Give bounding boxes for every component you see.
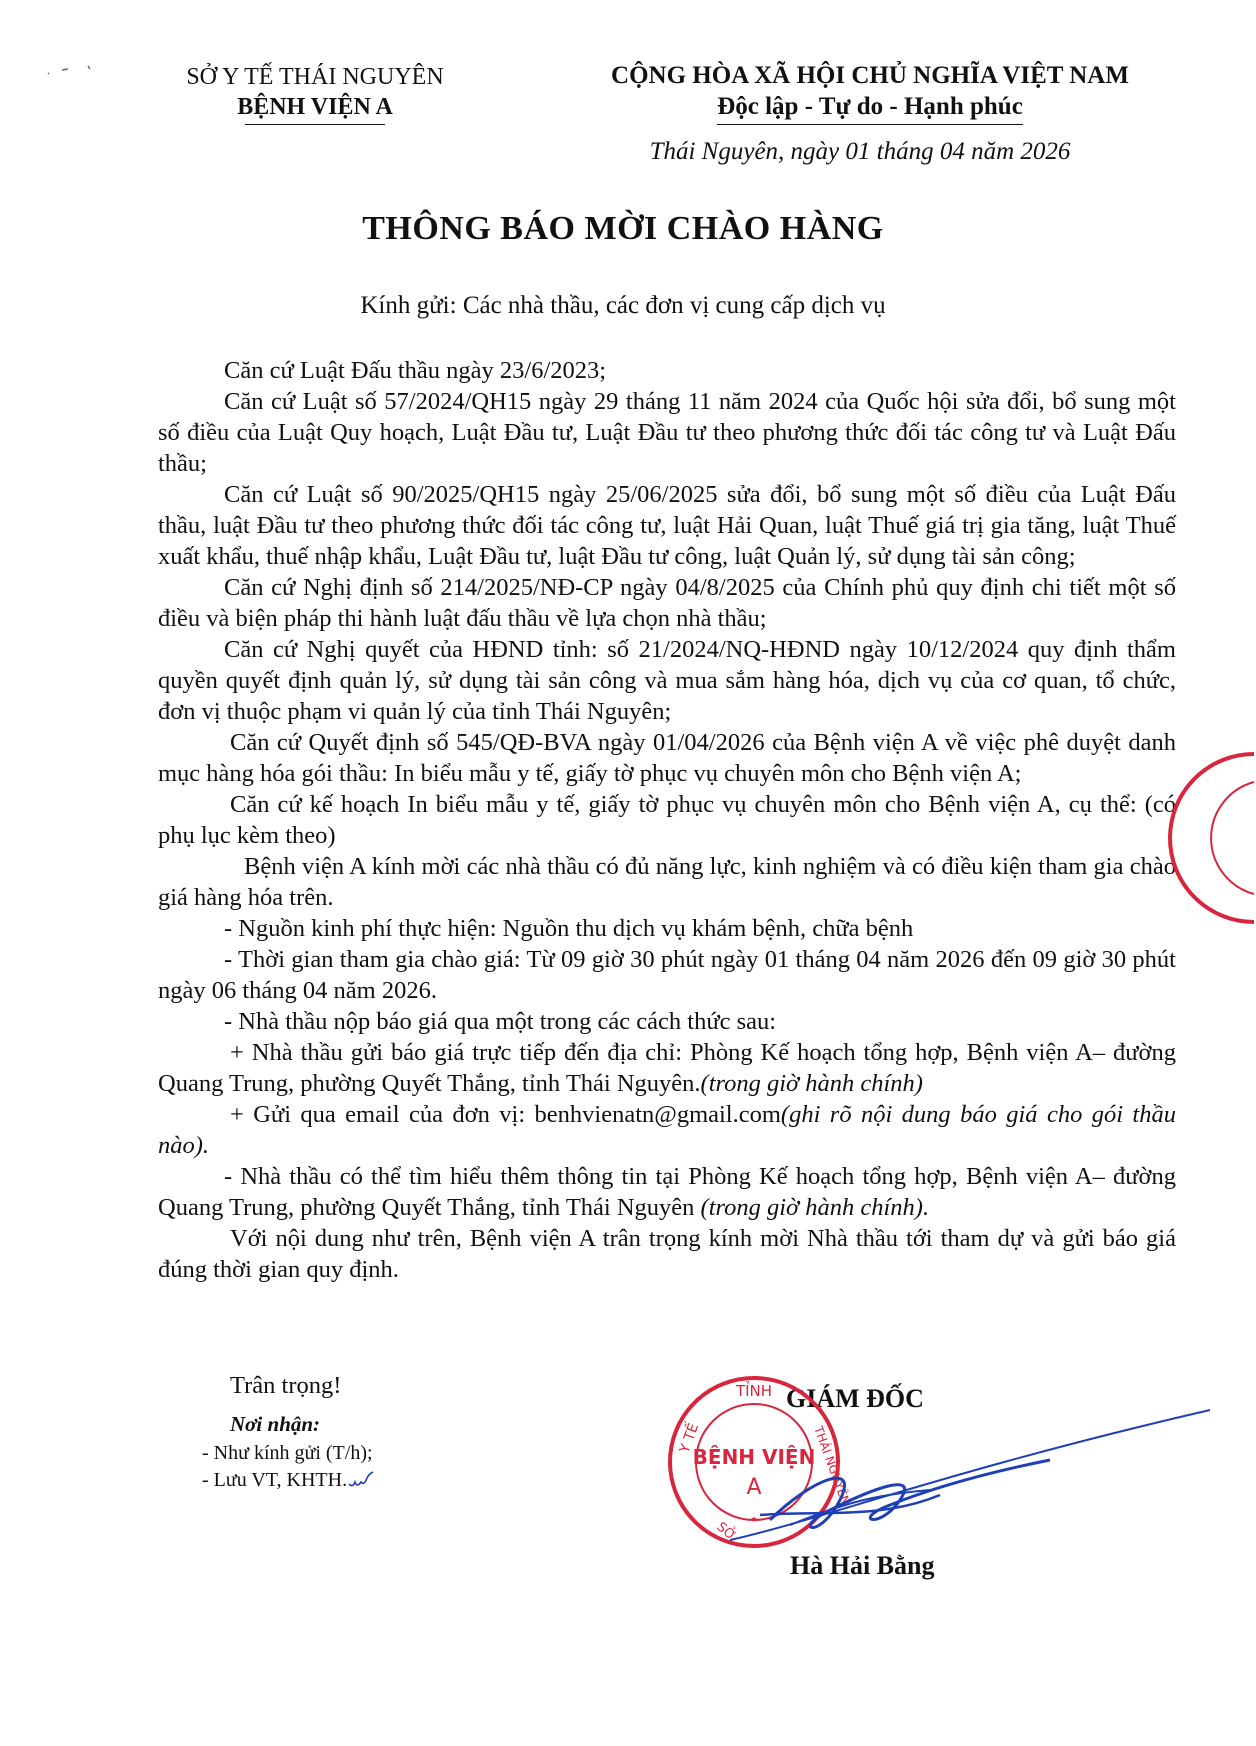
submission-direct-note: (trong giờ hành chính) bbox=[700, 1070, 923, 1097]
issuer-underline bbox=[245, 124, 385, 125]
seal-bottom-text: SỞ bbox=[713, 1519, 739, 1545]
legal-basis-2: Căn cứ Luật số 57/2024/QH15 ngày 29 tháng 11 năm 2024 của Quốc hội sửa đổi, bổ sung một số điều của Luật Quy hoạch, Luật Đầu tư, Luật Đầu tư theo phương thức đối tác công tư và Luật Đấu thầu; bbox=[158, 388, 1176, 477]
submission-direct bbox=[158, 1037, 1176, 1099]
national-motto: Độc lập - Tự do - Hạnh phúc bbox=[717, 92, 1023, 125]
submission-email-note: (ghi rõ nội dung báo giá cho gói thầu nào). bbox=[158, 1101, 1176, 1159]
submission-email-text: + Gửi qua email của đơn vị: benhvienatn@gmail.com bbox=[230, 1101, 781, 1128]
submission-direct-text: + Nhà thầu gửi báo giá trực tiếp đến địa chỉ: Phòng Kế hoạch tổng hợp, Bệnh viện A– đường Quang Trung, phường Quyết Thắng, tỉnh Thái Nguyên. bbox=[158, 1039, 1176, 1097]
recipient-item: - Lưu VT, KHTH. bbox=[202, 1467, 377, 1494]
recipients-list bbox=[202, 1440, 377, 1494]
document-title: THÔNG BÁO MỜI CHÀO HÀNG bbox=[362, 210, 884, 247]
nation-name: CỘNG HÒA XÃ HỘI CHỦ NGHĨA VIỆT NAM bbox=[611, 62, 1129, 89]
conclusion-paragraph: Với nội dung như trên, Bệnh viện A trân trọng kính mời Nhà thầu tới tham dự và gửi báo giá đúng thời gian quy định. bbox=[158, 1225, 1176, 1283]
seal-left-text: Y TẾ bbox=[676, 1421, 703, 1456]
seal-center-sub: A bbox=[746, 1475, 762, 1500]
more-info-text: - Nhà thầu có thể tìm hiểu thêm thông tin tại Phòng Kế hoạch tổng hợp, Bệnh viện A– đường Quang Trung, phường Quyết Thắng, tỉnh Thái Nguyên bbox=[158, 1163, 1176, 1221]
more-info bbox=[158, 1161, 1176, 1223]
addressee-line: Kính gửi: Các nhà thầu, các đơn vị cung cấp dịch vụ bbox=[360, 292, 886, 319]
legal-basis-6: Căn cứ Quyết định số 545/QĐ-BVA ngày 01/04/2026 của Bệnh viện A về việc phê duyệt danh mục hàng hóa gói thầu: In biểu mẫu y tế, giấy tờ phục vụ chuyên môn cho Bệnh viện A; bbox=[158, 729, 1176, 787]
signatory-title: GIÁM ĐỐC bbox=[786, 1384, 924, 1413]
signatory-name: Hà Hải Bằng bbox=[790, 1551, 935, 1580]
invitation-paragraph: Bệnh viện A kính mời các nhà thầu có đủ năng lực, kinh nghiệm và có điều kiện tham gia chào giá hàng hóa trên. bbox=[158, 853, 1176, 911]
national-header bbox=[570, 60, 1170, 125]
more-info-note: (trong giờ hành chính). bbox=[700, 1194, 930, 1221]
legal-basis-3: Căn cứ Luật số 90/2025/QH15 ngày 25/06/2025 sửa đổi, bổ sung một số điều của Luật Đấu thầu, luật Đầu tư theo phương thức đối tác công tư, luật Hải Quan, luật Thuế giá trị gia tăng, luật Thuế xuất khẩu, thuế nhập khẩu, Luật Đầu tư, luật Đầu tư công, luật Quản lý, sử dụng tài sản công; bbox=[158, 481, 1176, 570]
issuer-header bbox=[150, 62, 480, 125]
funding-source: - Nguồn kinh phí thực hiện: Nguồn thu dịch vụ khám bệnh, chữa bệnh bbox=[224, 915, 914, 942]
recipient-item: - Như kính gửi (T/h); bbox=[202, 1442, 373, 1464]
handwritten-signature bbox=[700, 1400, 1220, 1570]
bidding-period: - Thời gian tham gia chào giá: Từ 09 giờ 30 phút ngày 01 tháng 04 năm 2026 đến 09 giờ 30 phút ngày 06 tháng 04 năm 2026. bbox=[158, 946, 1176, 1004]
initials-mark bbox=[347, 1472, 377, 1490]
page-edge-seal bbox=[1196, 748, 1256, 928]
legal-basis-7: Căn cứ kế hoạch In biểu mẫu y tế, giấy tờ phục vụ chuyên môn cho Bệnh viện A, cụ thể: (có phụ lục kèm theo) bbox=[158, 791, 1176, 849]
submission-email bbox=[158, 1099, 1176, 1161]
parent-agency: SỞ Y TẾ THÁI NGUYÊN bbox=[186, 64, 444, 90]
submission-methods-heading: - Nhà thầu nộp báo giá qua một trong các cách thức sau: bbox=[224, 1008, 777, 1035]
recipients-heading: Nơi nhận: bbox=[230, 1412, 321, 1436]
seal-right-text: THÁI NGUYÊN bbox=[811, 1424, 853, 1507]
legal-basis-1: Căn cứ Luật Đấu thầu ngày 23/6/2023; bbox=[224, 357, 607, 384]
issuing-unit: BỆNH VIỆN A bbox=[237, 94, 393, 120]
place-and-date: Thái Nguyên, ngày 01 tháng 04 năm 2026 bbox=[649, 138, 1071, 165]
seal-top-text: TỈNH bbox=[735, 1382, 773, 1400]
closing-salutation: Trân trọng! bbox=[230, 1372, 342, 1399]
scan-speck-mark bbox=[44, 62, 104, 82]
legal-basis-5: Căn cứ Nghị quyết của HĐND tỉnh: số 21/2024/NQ-HĐND ngày 10/12/2024 quy định thẩm quyền quyết định quản lý, sử dụng tài sản công và mua sắm hàng hóa, dịch vụ của cơ quan, tổ chức, đơn vị thuộc phạm vi quản lý của tỉnh Thái Nguyên; bbox=[158, 636, 1176, 725]
document-body bbox=[158, 355, 1176, 1285]
seal-center-text: BỆNH VIỆN bbox=[692, 1445, 816, 1469]
legal-basis-4: Căn cứ Nghị định số 214/2025/NĐ-CP ngày 04/8/2025 của Chính phủ quy định chi tiết một số điều và biện pháp thi hành luật đấu thầu về lựa chọn nhà thầu; bbox=[158, 574, 1176, 632]
